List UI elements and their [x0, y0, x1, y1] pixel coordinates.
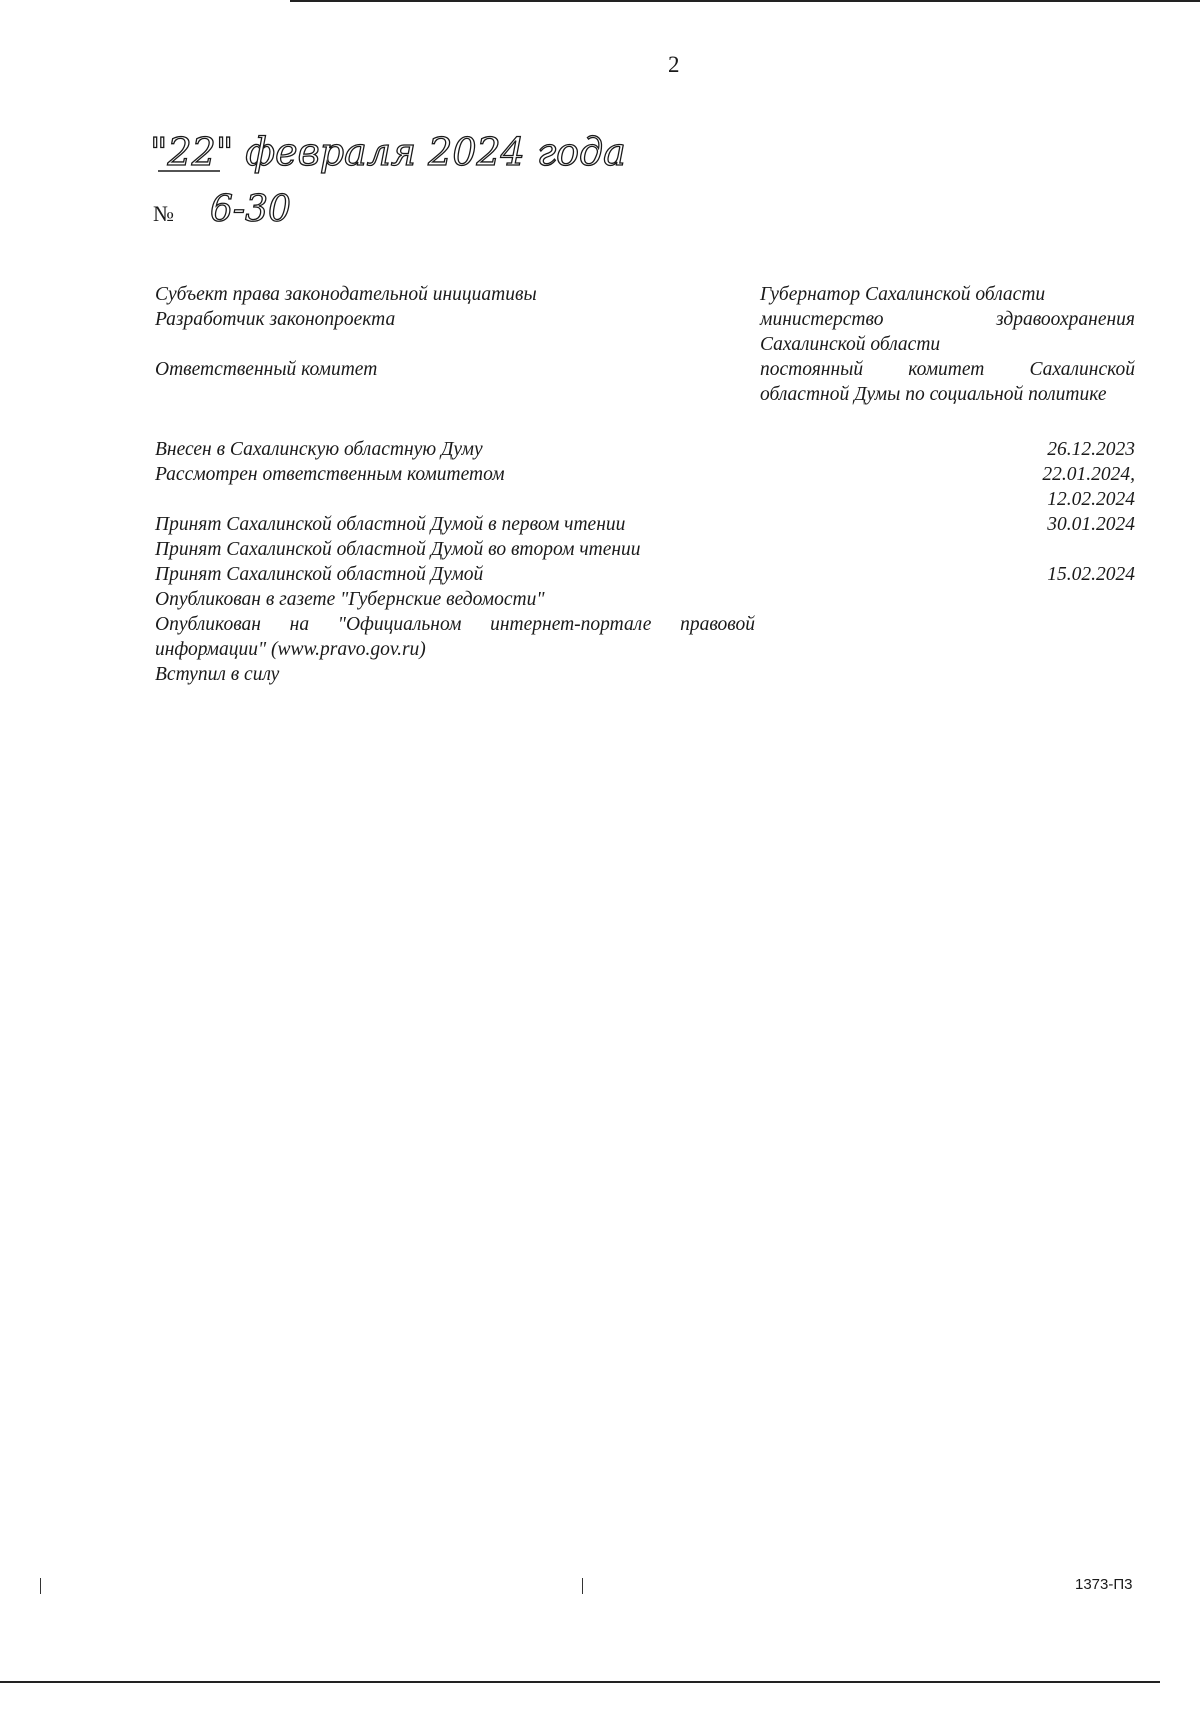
timeline-label: Принят Сахалинской областной Думой в первом чтении — [155, 514, 626, 535]
timeline-row — [155, 612, 1135, 662]
timeline-date-first: 22.01.2024, — [1042, 464, 1135, 485]
timeline-date — [760, 587, 1135, 612]
handwritten-signature-block — [150, 125, 710, 235]
timeline-label: Внесен в Сахалинскую областную Думу — [155, 439, 483, 460]
header-label: Субъект права законодательной инициативы — [155, 284, 537, 305]
timeline-label: Опубликован на "Официальном интернет-портале правовой информации" (www.pravo.gov.ru) — [155, 614, 755, 660]
timeline-date: 26.12.2023 — [1047, 439, 1135, 460]
scan-edge-top — [290, 0, 1200, 2]
timeline-label: Принят Сахалинской областной Думой во втором чтении — [155, 539, 641, 560]
number-sign: № — [153, 201, 174, 226]
timeline-row — [155, 587, 1135, 612]
scan-mark — [40, 1578, 41, 1594]
header-value: Губернатор Сахалинской области — [760, 284, 1046, 305]
timeline-label: Опубликован в газете "Губернские ведомости" — [155, 589, 545, 610]
page-number: 2 — [668, 52, 680, 77]
timeline-label: Рассмотрен ответственным комитетом — [155, 464, 505, 485]
timeline-row — [155, 562, 1135, 587]
timeline-row — [155, 512, 1135, 537]
timeline-row — [155, 662, 1135, 687]
header-label: Разработчик законопроекта — [155, 309, 396, 330]
document-code: 1373-П3 — [1075, 1576, 1133, 1593]
timeline-row — [155, 462, 1135, 512]
timeline-label: Вступил в силу — [155, 664, 280, 685]
handwritten-date: "22" февраля 2024 года — [150, 130, 626, 174]
handwritten-number: 6-30 — [210, 189, 291, 230]
timeline-date: 15.02.2024 — [1047, 564, 1135, 585]
handwritten-date-number — [150, 125, 710, 235]
header-row-committee — [155, 357, 1135, 407]
timeline-row — [155, 437, 1135, 462]
timeline-label: Принят Сахалинской областной Думой — [155, 564, 484, 585]
legislative-header-block — [155, 282, 1135, 407]
header-label: Ответственный комитет — [155, 359, 378, 380]
timeline-date — [760, 462, 1135, 512]
timeline-date — [760, 612, 1135, 662]
header-value: министерство здравоохранения Сахалинской области — [760, 309, 1135, 355]
legislative-timeline-block — [155, 437, 1135, 687]
header-row-developer — [155, 307, 1135, 357]
timeline-date — [760, 662, 1135, 687]
header-row-subject — [155, 282, 1135, 307]
timeline-date — [760, 537, 1135, 562]
timeline-row — [155, 537, 1135, 562]
scan-mark — [582, 1578, 583, 1594]
header-value: постоянный комитет Сахалинской областной Думы по социальной политике — [760, 359, 1135, 405]
timeline-date-second: 12.02.2024 — [1047, 489, 1135, 510]
timeline-date: 30.01.2024 — [1047, 514, 1135, 535]
scan-edge-bottom — [0, 1681, 1160, 1683]
